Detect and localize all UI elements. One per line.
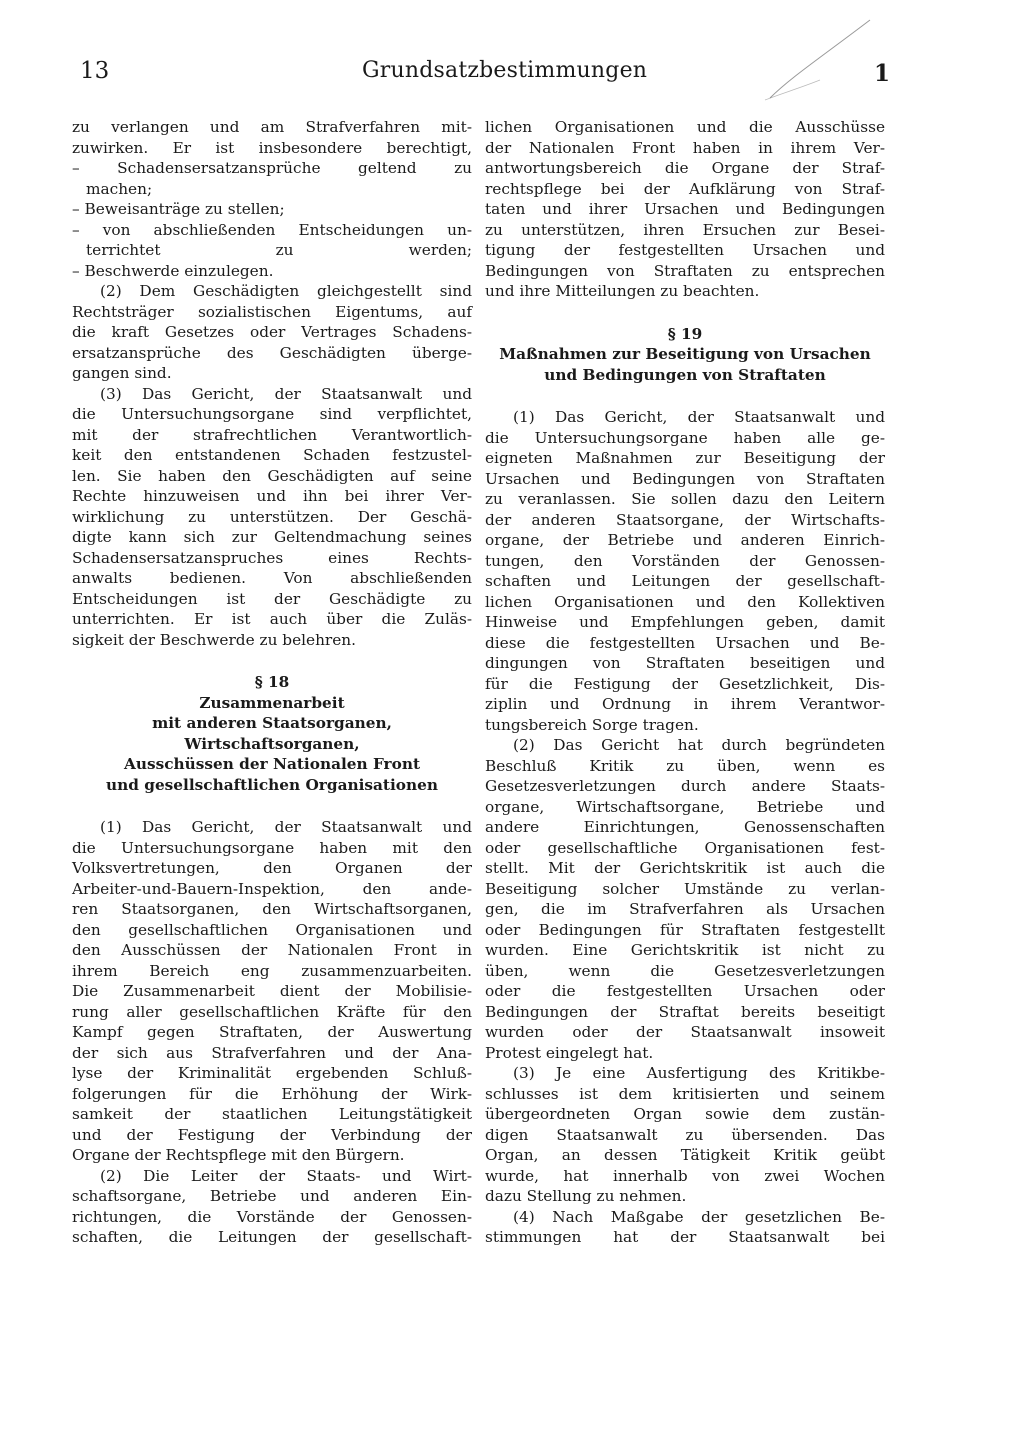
text-line: digen Staatsanwalt zu übersenden. Das [485, 1125, 885, 1144]
text-line: die Untersuchungsorgane haben mit den [72, 838, 472, 857]
text-line: dingungen von Straftaten beseitigen und [485, 654, 885, 672]
text-line: terrichtet zu werden; [86, 241, 472, 259]
section-heading [72, 672, 472, 795]
text-line: üben, wenn die Gesetzesverletzungen [485, 961, 885, 980]
paragraph [72, 384, 472, 651]
text-line: wurden. Eine Gerichtskritik ist nicht zu [485, 941, 885, 959]
text-line: (4) Nach Maßgabe der gesetzlichen Be- [513, 1207, 885, 1226]
text-line: (2) Das Gericht hat durch begründeten [513, 736, 885, 754]
text-line: wirklichung zu unterstützen. Der Geschä- [72, 507, 472, 526]
section-number: § 19 [667, 324, 703, 343]
text-line: für die Festigung der Gesetzlichkeit, Dis- [485, 674, 885, 693]
text-line: (1) Das Gericht, der Staatsanwalt und [513, 408, 885, 426]
paragraph [485, 407, 885, 735]
section-title-line: Ausschüssen der Nationalen Front [123, 755, 421, 773]
text-line: schaften, die Leitungen der gesellschaft- [72, 1228, 472, 1246]
text-line: Beseitigung solcher Umstände zu verlan- [485, 879, 885, 898]
text-line: tungen, den Vorständen der Genossen- [485, 551, 885, 570]
right-column [485, 117, 885, 1248]
text-line: schaften und Leitungen der gesellschaft- [485, 572, 885, 590]
paragraph [485, 117, 885, 302]
text-line: ziplin und Ordnung in ihrem Verantwor- [485, 695, 885, 713]
text-line: der Nationalen Front haben in ihrem Ver- [485, 138, 885, 157]
text-line: (2) Dem Geschädigten gleichgestellt sind [100, 282, 472, 300]
text-line: den Ausschüssen der Nationalen Front in [72, 941, 472, 959]
text-line: mit der strafrechtlichen Verantwortlich- [72, 425, 472, 444]
text-line: der sich aus Strafverfahren und der Ana- [72, 1043, 472, 1062]
paragraph [485, 1207, 885, 1248]
text-line: Bedingungen der Straftat bereits beseitigt [485, 1002, 885, 1021]
text-line: (2) Die Leiter der Staats- und Wirt- [100, 1166, 472, 1185]
section-title [72, 693, 472, 796]
text-line: wurden oder der Staatsanwalt insoweit [485, 1023, 885, 1041]
text-line: dazu Stellung zu nehmen. [485, 1187, 687, 1205]
text-line: richtungen, die Vorstände der Genossen- [72, 1207, 472, 1226]
section-heading [485, 324, 885, 386]
pencil-mark [760, 18, 880, 108]
text-line: – Beweisanträge zu stellen; [72, 200, 285, 218]
text-line: zu unterstützen, ihren Ersuchen zur Besei- [485, 220, 885, 239]
text-line: antwortungsbereich die Organe der Straf- [485, 159, 885, 177]
text-line: zu veranlassen. Sie sollen dazu den Leitern [485, 490, 885, 508]
text-line: (3) Je eine Ausfertigung des Kritikbe- [513, 1064, 885, 1082]
text-line: – von abschließenden Entscheidungen un- [72, 220, 472, 239]
text-line: gen, die im Strafverfahren als Ursachen [485, 900, 885, 918]
paragraph [72, 281, 472, 384]
text-line: Schadensersatzanspruches eines Rechts- [72, 548, 472, 567]
text-line: schlusses ist dem kritisierten und seinem [485, 1084, 885, 1103]
text-line: oder gesellschaftliche Organisationen fest- [485, 838, 885, 857]
text-line: Die Zusammenarbeit dient der Mobilisie- [72, 982, 472, 1000]
text-line: Organ, an dessen Tätigkeit Kritik geübt [485, 1146, 885, 1164]
text-line: taten und ihrer Ursachen und Bedingungen [485, 200, 885, 218]
section-title-line: Maßnahmen zur Beseitigung von Ursachen [499, 345, 871, 363]
text-line: (1) Das Gericht, der Staatsanwalt und [100, 818, 472, 836]
text-line: oder Bedingungen für Straftaten festgestellt [485, 920, 885, 939]
text-line: eigneten Maßnahmen zur Beseitigung der [485, 449, 885, 467]
text-line: – Beschwerde einzulegen. [72, 261, 274, 280]
text-line: oder die festgestellten Ursachen oder [485, 982, 885, 1000]
text-line: Rechtsträger sozialistischen Eigentums, auf [72, 302, 472, 321]
running-title: Grundsatzbestimmungen [362, 58, 648, 83]
text-line: Bedingungen von Straftaten zu entsprechen [485, 261, 885, 280]
text-line: ersatzansprüche des Geschädigten überge- [72, 343, 472, 362]
text-line: die Untersuchungsorgane haben alle ge- [485, 428, 885, 447]
text-line: machen; [86, 179, 153, 198]
text-line: tigung der festgestellten Ursachen und [485, 241, 885, 259]
text-line: schaftsorgane, Betriebe und anderen Ein- [72, 1187, 472, 1205]
text-line: und der Festigung der Verbindung der [72, 1125, 472, 1144]
text-line: stellt. Mit der Gerichtskritik ist auch die [485, 859, 885, 877]
text-line: und ihre Mitteilungen zu beachten. [485, 282, 760, 300]
section-title [485, 344, 885, 385]
text-line: die kraft Gesetzes oder Vertrages Schadens- [72, 323, 472, 341]
text-line: organe, Wirtschaftsorgane, Betriebe und [485, 797, 885, 816]
text-line: tungsbereich Sorge tragen. [485, 715, 699, 734]
text-line: diese die festgestellten Ursachen und Be- [485, 633, 885, 652]
text-line: Hinweise und Empfehlungen geben, damit [485, 613, 885, 631]
text-line: keit den entstandenen Schaden festzustel- [72, 446, 472, 464]
section-title-line: Wirtschaftsorganen, [184, 734, 360, 753]
text-line: organe, der Betriebe und anderen Einrich- [485, 531, 885, 549]
text-line: andere Einrichtungen, Genossenschaften [485, 818, 885, 836]
text-line: unterrichten. Er ist auch über die Zuläs- [72, 610, 472, 628]
text-line: gangen sind. [72, 364, 172, 382]
text-line: sigkeit der Beschwerde zu belehren. [72, 630, 357, 649]
text-line: – Schadensersatzansprüche geltend zu [72, 159, 472, 177]
text-line: samkeit der staatlichen Leitungstätigkeit [72, 1105, 472, 1123]
text-line: rechtspflege bei der Aufklärung von Straf- [485, 179, 885, 198]
text-line: Kampf gegen Straftaten, der Auswertung [72, 1023, 472, 1041]
text-line: digte kann sich zur Geltendmachung seines [72, 528, 472, 546]
text-line: anwalts bedienen. Von abschließenden [72, 569, 472, 587]
paragraph [485, 735, 885, 1063]
text-line: zuwirken. Er ist insbesondere berechtigt, [72, 138, 472, 157]
text-line: Rechte hinzuweisen und ihn bei ihrer Ver- [72, 487, 472, 505]
text-line: (3) Das Gericht, der Staatsanwalt und [100, 384, 472, 403]
paragraph [485, 1063, 885, 1207]
text-line: übergeordneten Organ sowie dem zustän- [485, 1105, 885, 1123]
text-line: Arbeiter-und-Bauern-Inspektion, den ande- [72, 879, 472, 898]
text-line: die Untersuchungsorgane sind verpflichtet, [72, 405, 472, 423]
text-line: ihrem Bereich eng zusammenzuarbeiten. [72, 961, 472, 980]
text-line: rung aller gesellschaftlichen Kräfte für den [72, 1002, 472, 1021]
text-line: Gesetzesverletzungen durch andere Staats- [485, 777, 885, 795]
text-line: stimmungen hat der Staatsanwalt bei [485, 1228, 885, 1246]
chapter-number: 1 [873, 60, 890, 87]
page-number: 13 [80, 58, 110, 84]
left-column [72, 117, 472, 1248]
text-line: Beschluß Kritik zu üben, wenn es [485, 756, 885, 775]
section-title-line: mit anderen Staatsorganen, [152, 714, 392, 732]
section-title-line: und gesellschaftlichen Organisationen [105, 775, 438, 794]
paragraph [72, 1166, 472, 1248]
section-title-line: Zusammenarbeit [199, 693, 345, 712]
paragraph [72, 817, 472, 1166]
text-line: ren Staatsorganen, den Wirtschaftsorganen, [72, 900, 472, 918]
text-line: der anderen Staatsorgane, der Wirtschafts- [485, 510, 885, 529]
text-line: Volksvertretungen, den Organen der [72, 859, 472, 877]
text-line: lyse der Kriminalität ergebenden Schluß- [72, 1064, 472, 1082]
text-line: Organe der Rechtspflege mit den Bürgern. [72, 1146, 405, 1164]
text-line: Protest eingelegt hat. [485, 1043, 654, 1062]
text-line: Ursachen und Bedingungen von Straftaten [485, 469, 885, 488]
text-line: Entscheidungen ist der Geschädigte zu [72, 589, 472, 608]
text-line: wurde, hat innerhalb von zwei Wochen [485, 1166, 885, 1185]
section-number: § 18 [254, 673, 290, 691]
text-line: zu verlangen und am Strafverfahren mit- [72, 118, 472, 136]
section-title-line: und Bedingungen von Straftaten [544, 365, 826, 384]
text-line: lichen Organisationen und die Ausschüsse [485, 118, 885, 136]
text-line: lichen Organisationen und den Kollektiven [485, 592, 885, 611]
text-line: den gesellschaftlichen Organisationen und [72, 920, 472, 939]
paragraph [72, 117, 472, 281]
text-line: folgerungen für die Erhöhung der Wirk- [72, 1084, 472, 1103]
text-line: len. Sie haben den Geschädigten auf seine [72, 466, 472, 485]
